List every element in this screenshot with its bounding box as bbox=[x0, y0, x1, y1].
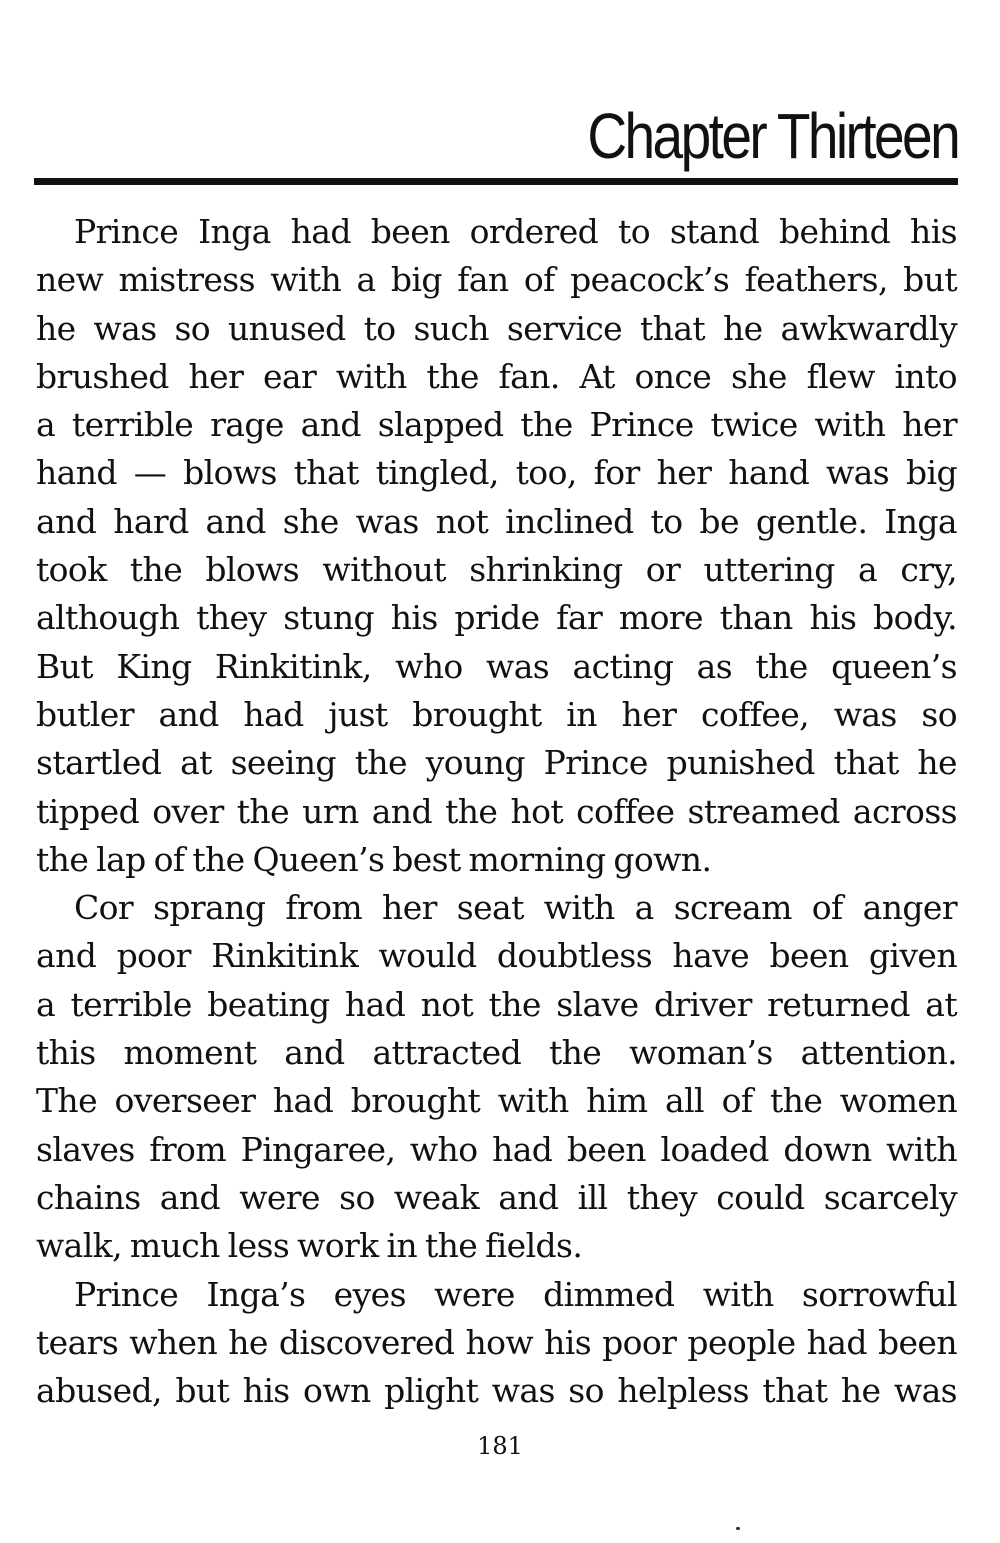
text-line: a terrible beating had not the slave driver returned at bbox=[36, 984, 957, 1024]
text-line: abused, but his own plight was so helpless that he was bbox=[36, 1371, 957, 1411]
text-line: hand — blows that tingled, too, for her hand was big bbox=[36, 453, 957, 493]
text-line: took the blows without shrinking or uttering a cry, bbox=[36, 550, 957, 590]
text-line: tipped over the urn and the hot coffee streamed across bbox=[36, 791, 957, 831]
text-line: startled at seeing the young Prince punished that he bbox=[36, 743, 957, 783]
paragraph-3 bbox=[36, 1271, 957, 1416]
page-number: 181 bbox=[477, 1432, 523, 1460]
text-line: The overseer had brought with him all of the women bbox=[36, 1081, 957, 1121]
paragraph-2 bbox=[36, 884, 957, 1270]
text-line: But King Rinkitink, who was acting as the queen’s bbox=[36, 646, 957, 686]
body-text bbox=[36, 208, 957, 1415]
chapter-rule bbox=[34, 178, 958, 185]
print-speck bbox=[736, 1527, 740, 1530]
text-line: Prince Inga’s eyes were dimmed with sorrowful bbox=[74, 1274, 957, 1314]
paragraph-1 bbox=[36, 208, 957, 884]
text-line: chains and were so weak and ill they could scarcely bbox=[36, 1177, 957, 1217]
text-line: tears when he discovered how his poor people had been bbox=[36, 1322, 957, 1362]
text-line: brushed her ear with the fan. At once she flew into bbox=[36, 356, 957, 396]
text-line: this moment and attracted the woman’s attention. bbox=[36, 1033, 957, 1073]
text-line: Cor sprang from her seat with a scream of anger bbox=[74, 888, 957, 928]
text-line: new mistress with a big fan of peacock’s feathers, but bbox=[36, 260, 957, 300]
text-line: and hard and she was not inclined to be gentle. Inga bbox=[36, 501, 957, 541]
text-line: he was so unused to such service that he awkwardly bbox=[36, 308, 957, 348]
text-line: the lap of the Queen’s best morning gown. bbox=[36, 839, 712, 879]
text-line: Prince Inga had been ordered to stand behind his bbox=[74, 212, 957, 251]
text-line: a terrible rage and slapped the Prince twice with her bbox=[36, 405, 957, 445]
text-line: butler and had just brought in her coffee, was so bbox=[36, 694, 957, 734]
text-line: and poor Rinkitink would doubtless have been given bbox=[36, 936, 957, 976]
text-line: although they stung his pride far more than his body. bbox=[36, 598, 957, 638]
text-line: slaves from Pingaree, who had been loaded down with bbox=[36, 1129, 957, 1169]
chapter-title: Chapter Thirteen bbox=[587, 100, 958, 172]
text-line: walk, much less work in the fields. bbox=[36, 1226, 583, 1266]
